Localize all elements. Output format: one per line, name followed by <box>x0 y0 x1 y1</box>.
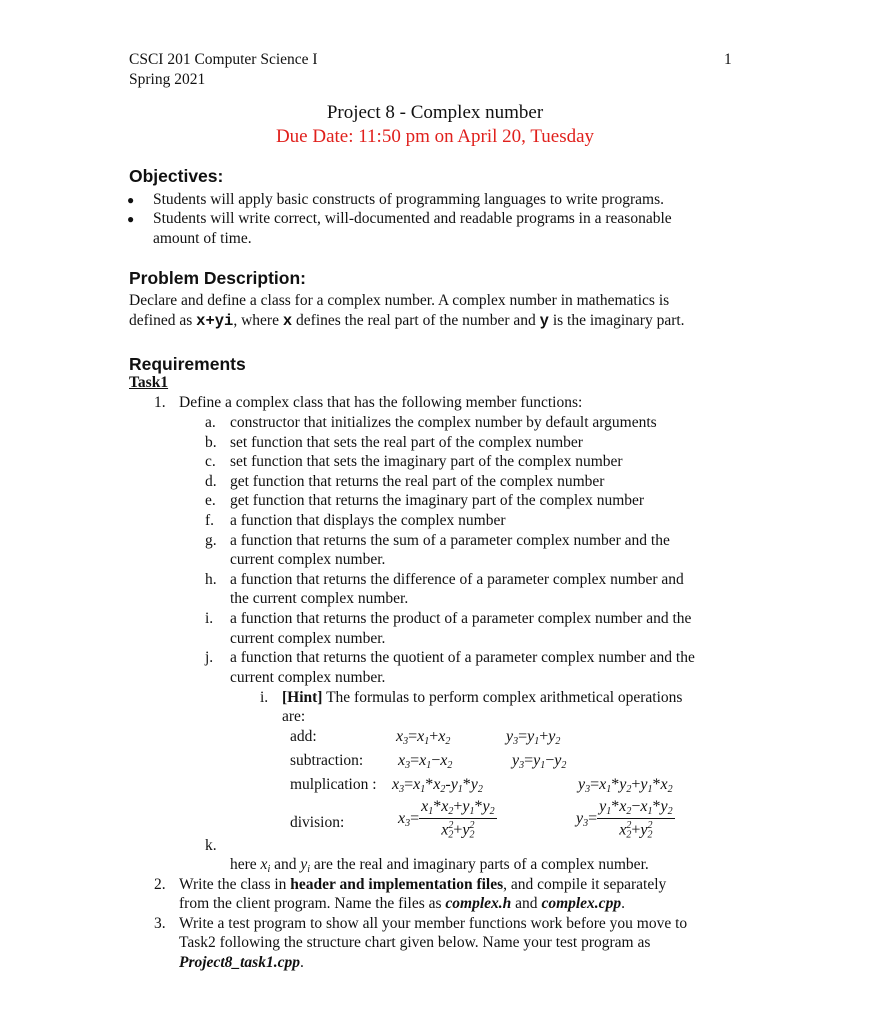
formula-add-imag: $y_3=y_1+y_2$ <box>506 728 561 747</box>
item-2-line-2: from the client program. Name the files as complex.h and complex.cpp. <box>179 895 625 912</box>
sub-item-text: a function that returns the difference of a parameter complex number and <box>230 571 684 588</box>
sub-item-marker: h. <box>205 571 217 588</box>
sub-item-marker: c. <box>205 453 216 470</box>
formula-label-div: division: <box>290 814 345 831</box>
term: Spring 2021 <box>129 71 206 88</box>
objective-1: Students will apply basic constructs of programming languages to write programs. <box>153 191 664 208</box>
formula-label-mul: mulplication : <box>290 776 377 793</box>
hint-number: i. <box>260 689 269 706</box>
sub-item-text: set function that sets the real part of the complex number <box>230 434 583 451</box>
task1-label: Task1 <box>129 374 169 391</box>
formula-label-sub: subtraction: <box>290 752 364 769</box>
sub-item-marker: a. <box>205 414 216 431</box>
item-3-number: 3. <box>154 915 166 932</box>
item-3-line-3: Project8_task1.cpp. <box>179 954 304 971</box>
sub-item-text: a function that returns the sum of a parameter complex number and the <box>230 532 670 549</box>
problem-line-1: Declare and define a class for a complex number. A complex number in mathematics is <box>129 292 670 309</box>
formula-mul-imag: $y_3=x_1*y_2+y_1*x_2$ <box>578 776 673 795</box>
objective-2: Students will write correct, will-documented and readable programs in a reasonable <box>153 210 672 227</box>
sub-item-text: the current complex number. <box>230 590 409 607</box>
sub-item-marker: i. <box>205 610 214 627</box>
file-project8-task1: Project8_task1.cpp <box>179 954 300 971</box>
due-date: Due Date: 11:50 pm on April 20, Tuesday <box>275 126 595 147</box>
sub-item-text: a function that returns the quotient of a parameter complex number and the <box>230 649 695 666</box>
item-2-line-1: Write the class in header and implementation files, and compile it separately <box>179 876 667 893</box>
sub-item-text: get function that returns the imaginary part of the complex number <box>230 492 645 509</box>
formula-mul-real: $x_3=x_1*x_2-y_1*y_2$ <box>392 776 483 795</box>
sub-item-text: constructor that initializes the complex number by default arguments <box>230 414 657 431</box>
sub-item-marker: f. <box>205 512 215 529</box>
objective-2-cont: amount of time. <box>153 230 252 247</box>
sub-item-marker: g. <box>205 532 217 549</box>
problem-line-2: defined as x+yi, where x defines the real part of the number and y is the imaginary part. <box>129 312 685 330</box>
file-complex-cpp: complex.cpp <box>541 895 622 912</box>
sub-item-marker: j. <box>205 649 214 666</box>
sub-item-text: current complex number. <box>230 669 386 686</box>
formula-add-real: $x_3=x_1+x_2$ <box>396 728 451 747</box>
objectives-heading: Objectives: <box>129 166 224 186</box>
page-number: 1 <box>724 51 732 68</box>
item-2-number: 2. <box>154 876 166 893</box>
item-1-text: Define a complex class that has the following member functions: <box>179 394 583 411</box>
formula-sub-imag: $y_3=y_1-y_2$ <box>512 752 567 771</box>
item-k-marker: k. <box>205 837 217 854</box>
formula-sub-real: $x_3=x_1-x_2$ <box>398 752 453 771</box>
requirements-heading: Requirements <box>129 354 246 374</box>
hint-line: [Hint] The formulas to perform complex arithmetical operations <box>282 689 683 706</box>
formula-label-add: add: <box>290 728 317 745</box>
problem-heading: Problem Description: <box>129 268 306 288</box>
sub-item-marker: b. <box>205 434 217 451</box>
formula-div-real: $x_3=$ $\frac{x_1*x_2+y_1*y_2}{x_2^2+y_2^2}$ <box>398 798 495 841</box>
sub-item-text: get function that returns the real part of the complex number <box>230 473 605 490</box>
item-1-number: 1. <box>154 394 166 411</box>
sub-item-marker: e. <box>205 492 216 509</box>
item-3-line-2: Task2 following the structure chart given below. Name your test program as <box>179 934 651 951</box>
formula-div-imag: $y_3=$ $\frac{y_1*x_2-x_1*y_2}{x_2^2+y_2^2}$ <box>576 798 673 841</box>
sub-item-marker: d. <box>205 473 217 490</box>
sub-item-text: current complex number. <box>230 551 386 568</box>
project-title: Project 8 - Complex number <box>326 102 544 123</box>
sub-item-text: current complex number. <box>230 630 386 647</box>
bullet-icon: ● <box>127 212 135 226</box>
code-y: y <box>539 312 549 330</box>
code-xyi: x+yi <box>196 312 234 330</box>
hint-line-2: are: <box>282 708 306 725</box>
sub-item-text: a function that displays the complex number <box>230 512 506 529</box>
item-3-line-1: Write a test program to show all your member functions work before you move to <box>179 915 688 932</box>
file-complex-h: complex.h <box>445 895 512 912</box>
bullet-icon: ● <box>127 193 135 207</box>
here-text: here $x_i$ and $y_i$ are the real and imaginary parts of a complex number. <box>230 856 649 875</box>
course-name: CSCI 201 Computer Science I <box>129 51 318 68</box>
sub-item-text: set function that sets the imaginary part of the complex number <box>230 453 623 470</box>
hint-label: [Hint] <box>282 689 323 706</box>
sub-item-text: a function that returns the product of a parameter complex number and the <box>230 610 692 627</box>
code-x: x <box>282 312 293 330</box>
